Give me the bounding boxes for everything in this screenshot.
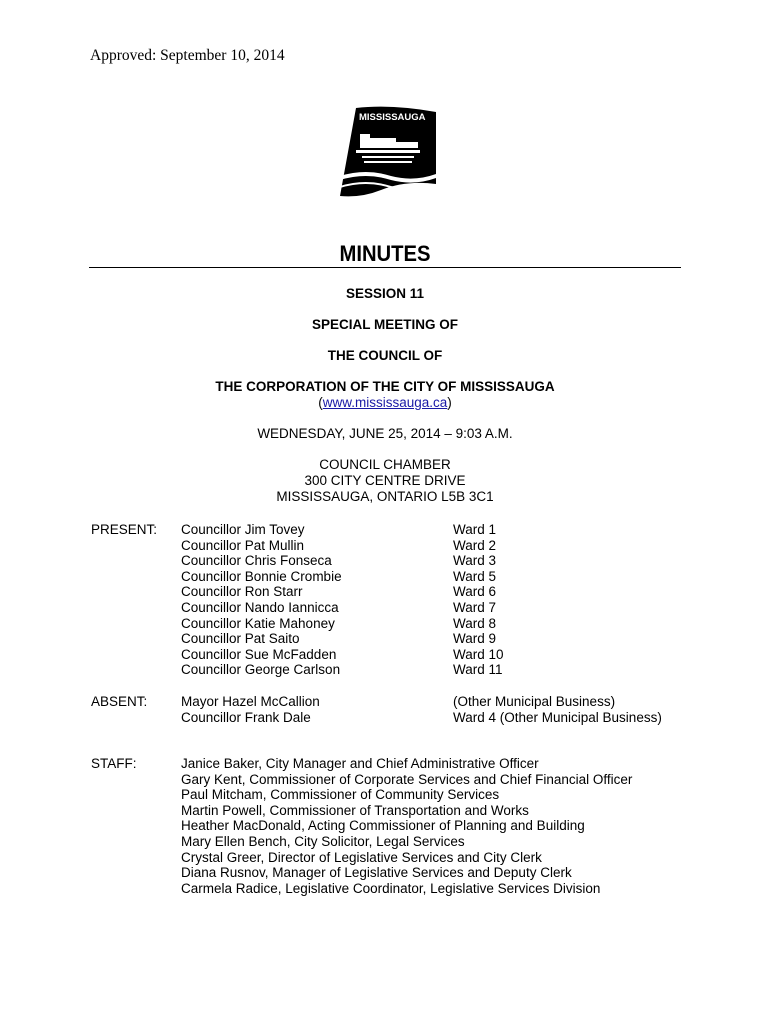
list-item: Councillor Bonnie Crombie xyxy=(181,568,342,584)
list-item: Councillor Ron Starr xyxy=(181,584,303,600)
logo-wordmark: MISSISSAUGA xyxy=(359,112,426,123)
ward-item: Ward 5 xyxy=(453,568,497,584)
ward-item: Ward 1 xyxy=(453,522,497,537)
list-item: Councillor George Carlson xyxy=(181,662,341,678)
absent-label: ABSENT: xyxy=(91,694,148,709)
list-item: Carmela Radice, Legislative Coordinator, Legislative Services Division xyxy=(181,880,601,896)
list-item: Mary Ellen Bench, City Solicitor, Legal Services xyxy=(181,833,465,849)
ward-item: Ward 6 xyxy=(453,584,497,600)
list-item: Councillor Pat Saito xyxy=(181,631,300,647)
ward-item: Ward 9 xyxy=(453,631,497,647)
list-item: Paul Mitcham, Commissioner of Community Services xyxy=(181,787,500,803)
list-item: Mayor Hazel McCallion xyxy=(181,694,320,709)
council-line: THE COUNCIL OF xyxy=(327,348,443,363)
list-item: Councillor Jim Tovey xyxy=(181,522,305,537)
list-item: Crystal Greer, Director of Legislative Services and City Clerk xyxy=(181,849,542,865)
present-label: PRESENT: xyxy=(91,522,158,537)
ward-item: Ward 10 xyxy=(453,646,504,662)
staff-list xyxy=(181,756,632,896)
ward-item: (Other Municipal Business) xyxy=(453,694,616,709)
absent-reasons xyxy=(453,694,662,725)
list-item: Councillor Chris Fonseca xyxy=(181,553,332,569)
location-line-1: COUNCIL CHAMBER xyxy=(319,457,451,472)
list-item: Councillor Sue McFadden xyxy=(181,646,337,662)
mississauga-logo xyxy=(336,106,438,206)
list-item: Janice Baker, City Manager and Chief Administrative Officer xyxy=(181,756,539,771)
ward-item: Ward 7 xyxy=(453,599,497,615)
present-wards xyxy=(453,522,504,678)
ward-item: Ward 8 xyxy=(453,615,497,631)
website-close-paren: ) xyxy=(447,395,452,410)
document-title: MINUTES xyxy=(339,241,431,266)
list-item: Gary Kent, Commissioner of Corporate Services and Chief Financial Officer xyxy=(181,771,633,787)
session-line: SESSION 11 xyxy=(345,286,425,301)
approval-note: Approved: September 10, 2014 xyxy=(90,47,285,64)
location-line-2: 300 CITY CENTRE DRIVE xyxy=(304,473,466,488)
list-item: Councillor Katie Mahoney xyxy=(181,615,335,631)
list-item: Councillor Pat Mullin xyxy=(181,537,305,553)
title-divider xyxy=(89,267,681,268)
list-item: Diana Rusnov, Manager of Legislative Services and Deputy Clerk xyxy=(181,865,572,881)
ward-item: Ward 2 xyxy=(453,537,497,553)
website-open-paren: ( xyxy=(318,395,323,410)
present-names xyxy=(181,522,342,678)
website-link[interactable]: www.mississauga.ca xyxy=(322,395,448,410)
list-item: Councillor Nando Iannicca xyxy=(181,599,339,615)
corporation-line: THE CORPORATION OF THE CITY OF MISSISSAUGA xyxy=(215,379,555,394)
ward-item: Ward 11 xyxy=(453,662,503,678)
list-item: Martin Powell, Commissioner of Transportation and Works xyxy=(181,802,529,818)
website-line xyxy=(0,395,770,411)
ward-item: Ward 4 (Other Municipal Business) xyxy=(453,709,662,725)
list-item: Councillor Frank Dale xyxy=(181,709,311,725)
meeting-date: WEDNESDAY, JUNE 25, 2014 – 9:03 A.M. xyxy=(257,426,513,441)
location-line-3: MISSISSAUGA, ONTARIO L5B 3C1 xyxy=(276,489,494,504)
list-item: Heather MacDonald, Acting Commissioner of Planning and Building xyxy=(181,818,585,834)
staff-label: STAFF: xyxy=(91,756,137,771)
ward-item: Ward 3 xyxy=(453,553,497,569)
meeting-line: SPECIAL MEETING OF xyxy=(311,317,458,332)
absent-names xyxy=(181,694,320,725)
